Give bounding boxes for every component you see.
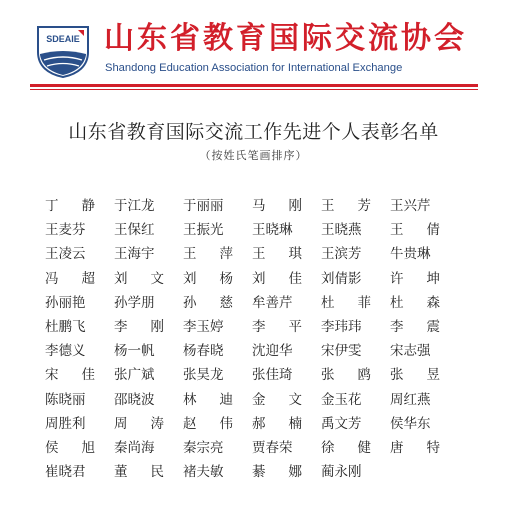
name-entry: 王晓琳 (252, 222, 293, 239)
association-logo (34, 24, 92, 78)
name-entry: 李玮玮 (321, 318, 362, 335)
name-entry: 董 民 (114, 464, 164, 481)
name-entry: 许 坤 (390, 270, 440, 287)
name-entry: 王凌云 (45, 246, 86, 263)
name-entry: 李玉婷 (183, 318, 224, 335)
name-entry: 綦 娜 (252, 464, 302, 481)
name-entry: 王海宇 (114, 246, 155, 263)
name-entry: 马 刚 (252, 198, 302, 214)
name-entry: 贾春荣 (252, 439, 293, 456)
name-entry: 宋伊雯 (321, 343, 362, 360)
name-entry: 王 琪 (252, 246, 302, 263)
name-entry: 张佳琦 (252, 367, 293, 384)
name-entry: 王振光 (183, 222, 224, 239)
name-entry: 王 倩 (390, 222, 440, 239)
name-entry: 赵 伟 (183, 415, 233, 432)
name-entry: 冯 超 (45, 270, 95, 287)
name-entry: 褚夫敏 (183, 464, 224, 481)
name-entry: 张昊龙 (183, 367, 224, 384)
document-subtitle: （按姓氏笔画排序） (199, 149, 308, 162)
name-entry: 王麦芬 (45, 222, 86, 239)
name-entry: 李 平 (252, 318, 302, 335)
name-entry: 王 萍 (183, 246, 233, 263)
name-entry: 崔晓君 (45, 464, 86, 481)
name-entry: 王滨芳 (321, 246, 362, 263)
name-entry: 牛贵琳 (390, 246, 431, 263)
name-entry: 李 刚 (114, 318, 164, 335)
name-entry: 杨一帆 (114, 343, 155, 360)
name-entry: 陈晓丽 (45, 391, 86, 408)
name-entry: 刘 文 (114, 270, 164, 287)
name-entry: 徐 健 (321, 439, 371, 456)
name-entry: 侯华东 (390, 415, 431, 432)
name-entry: 刘 杨 (183, 270, 233, 287)
name-entry: 杜 菲 (321, 294, 371, 311)
name-entry: 孙丽艳 (45, 294, 86, 311)
name-entry: 张 鸥 (321, 367, 371, 384)
name-entry: 周胜利 (45, 415, 86, 432)
name-entry: 林 迪 (183, 391, 233, 408)
name-entry: 沈迎华 (252, 343, 293, 360)
name-entry: 周 涛 (114, 415, 164, 432)
name-entry: 杨春晓 (183, 343, 224, 360)
name-entry: 王晓燕 (321, 222, 362, 239)
document-title: 山东省教育国际交流工作先进个人表彰名单 (68, 121, 439, 143)
name-entry: 蔺永刚 (321, 464, 362, 481)
name-entry: 唐 特 (390, 439, 440, 456)
name-entry: 于丽丽 (183, 198, 224, 214)
name-entry: 金 文 (252, 391, 302, 408)
name-entry: 丁 静 (45, 198, 95, 214)
name-entry: 秦宗亮 (183, 439, 224, 456)
name-entry: 杜鹏飞 (45, 318, 86, 335)
name-entry: 郝 楠 (252, 415, 302, 432)
name-entry: 李德义 (45, 343, 86, 360)
name-entry: 宋志强 (390, 343, 431, 360)
name-entry: 刘 佳 (252, 270, 302, 287)
name-list (45, 197, 475, 487)
name-entry: 王 芳 (321, 198, 371, 214)
name-entry: 张 昱 (390, 367, 440, 384)
org-name-cn: 山东省教育国际交流协会 (104, 21, 467, 56)
name-entry: 张广斌 (114, 367, 155, 384)
name-entry: 邵晓波 (114, 391, 155, 408)
name-entry: 李 震 (390, 318, 440, 335)
name-entry: 王保红 (114, 222, 155, 239)
header-rule (30, 84, 478, 87)
name-entry: 周红燕 (390, 391, 431, 408)
name-entry: 禹文芳 (321, 415, 362, 432)
letterhead (0, 0, 507, 92)
name-entry: 宋 佳 (45, 367, 95, 384)
name-entry: 秦尚海 (114, 439, 155, 456)
name-entry: 孙 慈 (183, 294, 233, 311)
name-entry: 牟善芹 (252, 294, 293, 311)
name-entry: 刘倩影 (321, 270, 362, 287)
header-rule-thin (30, 89, 478, 90)
name-entry: 王兴芹 (390, 198, 431, 214)
name-entry: 金玉花 (321, 391, 362, 408)
name-entry: 孙学朋 (114, 294, 155, 311)
logo-text: SDEAIE (46, 34, 80, 44)
org-name-en: Shandong Education Association for International Exchange (105, 62, 403, 74)
name-entry: 杜 森 (390, 294, 440, 311)
name-entry: 侯 旭 (45, 439, 95, 456)
name-entry: 于江龙 (114, 198, 155, 214)
